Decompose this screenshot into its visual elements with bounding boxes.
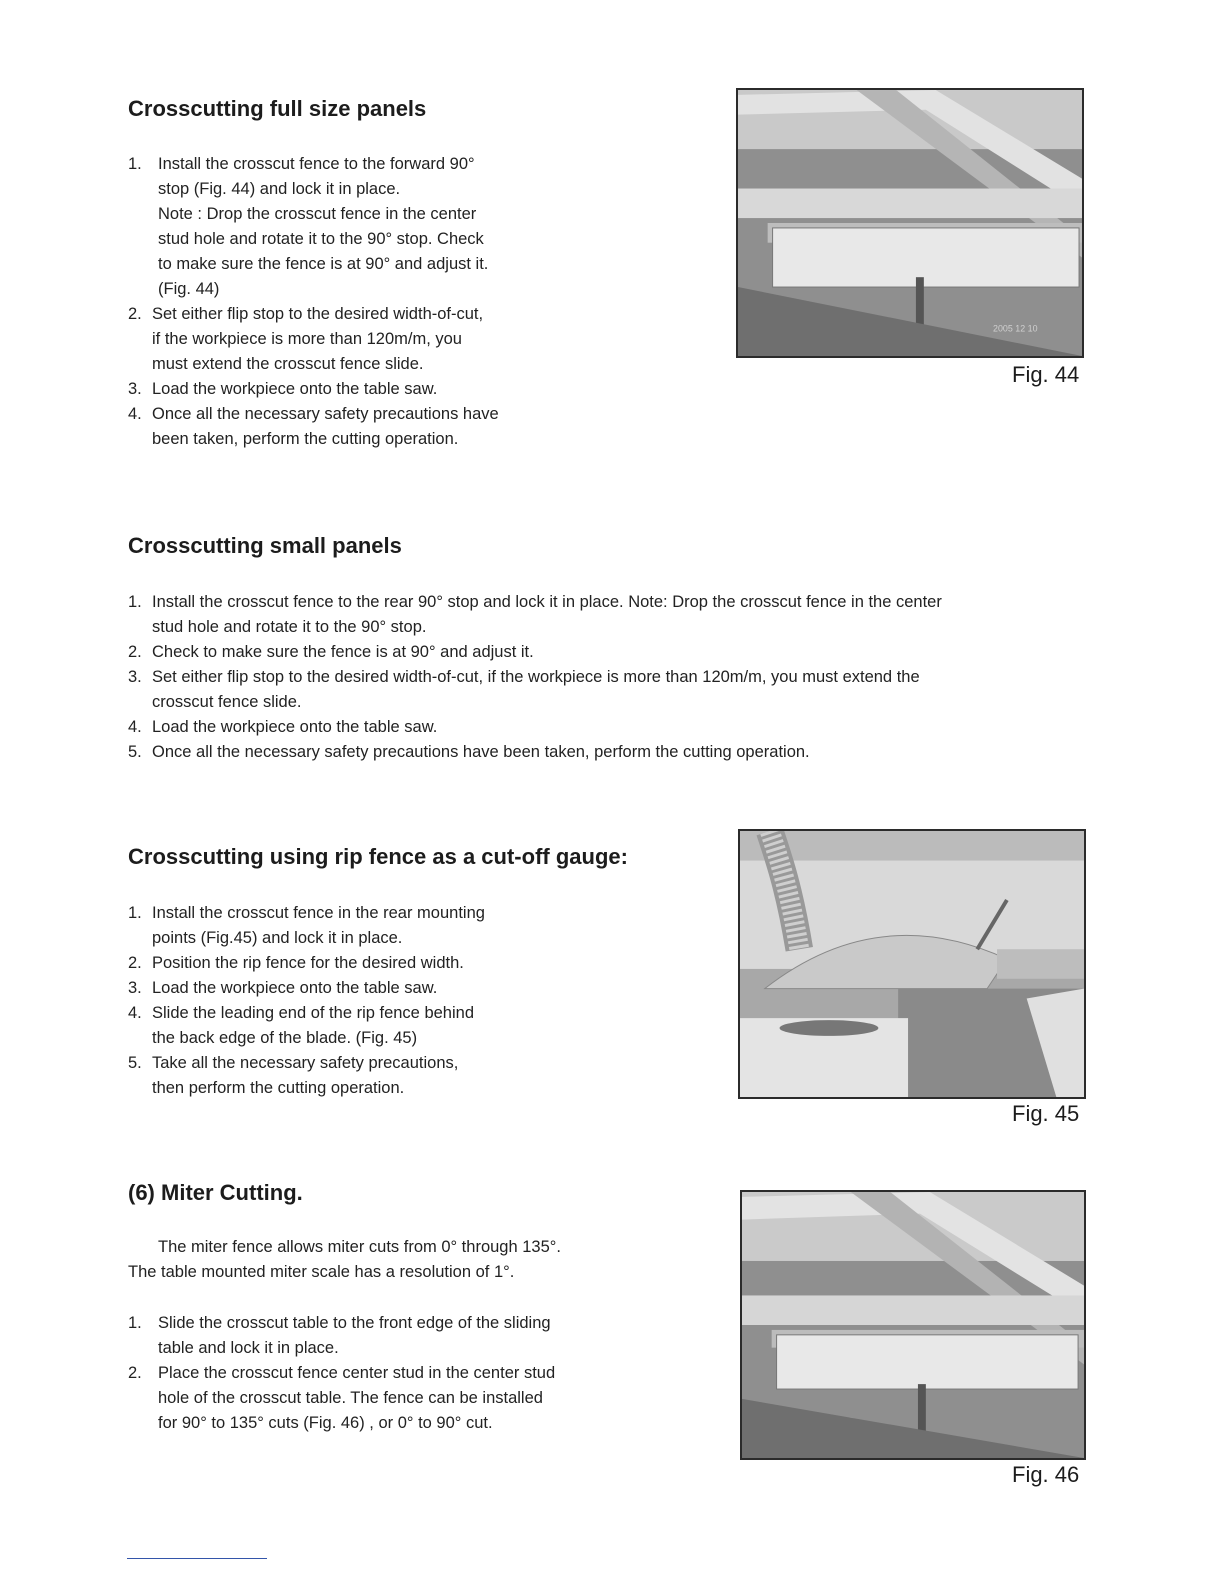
figure-45-caption: Fig. 45 — [1012, 1101, 1080, 1126]
full-size-steps-list — [128, 152, 688, 452]
list-item: 3. Load the workpiece onto the table saw. — [128, 380, 438, 398]
blade-guard-photo — [740, 831, 1084, 1097]
small-panels-steps-list — [128, 590, 1088, 765]
list-item: 1. Install the crosscut fence to the rear 90° stop and lock it in place. Note: Drop the crosscut fence in the center stud hole and rotate it to the 90° stop. — [128, 593, 942, 636]
figure-46-caption: Fig. 46 — [1012, 1462, 1080, 1487]
list-item: 2. Position the rip fence for the desired width. — [128, 954, 464, 972]
list-item: 1. Install the crosscut fence in the rear mounting points (Fig.45) and lock it in place. — [128, 904, 485, 947]
list-item: 1. Install the crosscut fence to the forward 90° stop (Fig. 44) and lock it in place. Note : Drop the crosscut fence in the center stud hole and rotate it to the 90° stop. Check to make sure the fence is at 90° and adjust it. (Fig. 44) — [128, 155, 489, 298]
section-heading-full-size-panels: Crosscutting full size panels — [128, 96, 427, 121]
figure-44-caption: Fig. 44 — [1012, 362, 1080, 387]
list-item: 1. Slide the crosscut table to the front edge of the sliding table and lock it in place. — [128, 1314, 551, 1357]
crosscut-fence-photo — [738, 90, 1082, 356]
list-item: 3. Load the workpiece onto the table saw. — [128, 979, 438, 997]
rip-fence-steps-list — [128, 901, 688, 1101]
footer-rule — [127, 1558, 267, 1559]
list-item: 4. Load the workpiece onto the table saw. — [128, 718, 438, 736]
section-heading-rip-fence-gauge: Crosscutting using rip fence as a cut-off gauge: — [128, 844, 628, 869]
list-item: 4. Once all the necessary safety precautions have been taken, perform the cutting operation. — [128, 405, 499, 448]
list-item: 2. Set either flip stop to the desired width-of-cut, if the workpiece is more than 120m/m, you must extend the crosscut fence slide. — [128, 305, 484, 373]
list-item: 5. Take all the necessary safety precautions, then perform the cutting operation. — [128, 1054, 459, 1097]
section-heading-small-panels: Crosscutting small panels — [128, 533, 402, 558]
figure-46-photo — [740, 1190, 1086, 1460]
miter-steps-list — [128, 1311, 688, 1436]
section-heading-miter-cutting: (6) Miter Cutting. — [128, 1180, 303, 1205]
list-item: 3. Set either flip stop to the desired width-of-cut, if the workpiece is more than 120m/m, you must extend the crosscut fence slide. — [128, 668, 920, 711]
list-item: 2. Place the crosscut fence center stud in the center stud hole of the crosscut table. The fence can be installed for 90° to 135° cuts (Fig. 46) , or 0° to 90° cut. — [128, 1364, 556, 1432]
figure-44-photo — [736, 88, 1084, 358]
figure-45-photo — [738, 829, 1086, 1099]
miter-intro-paragraph: The miter fence allows miter cuts from 0° through 135°. The table mounted miter scale has a resolution of 1°. — [128, 1238, 561, 1281]
list-item: 2. Check to make sure the fence is at 90° and adjust it. — [128, 643, 534, 661]
list-item: 5. Once all the necessary safety precautions have been taken, perform the cutting operation. — [128, 743, 810, 761]
photo-date-stamp: 2005 12 10 — [993, 323, 1038, 334]
list-item: 4. Slide the leading end of the rip fence behind the back edge of the blade. (Fig. 45) — [128, 1004, 474, 1047]
miter-fence-photo — [742, 1192, 1084, 1458]
